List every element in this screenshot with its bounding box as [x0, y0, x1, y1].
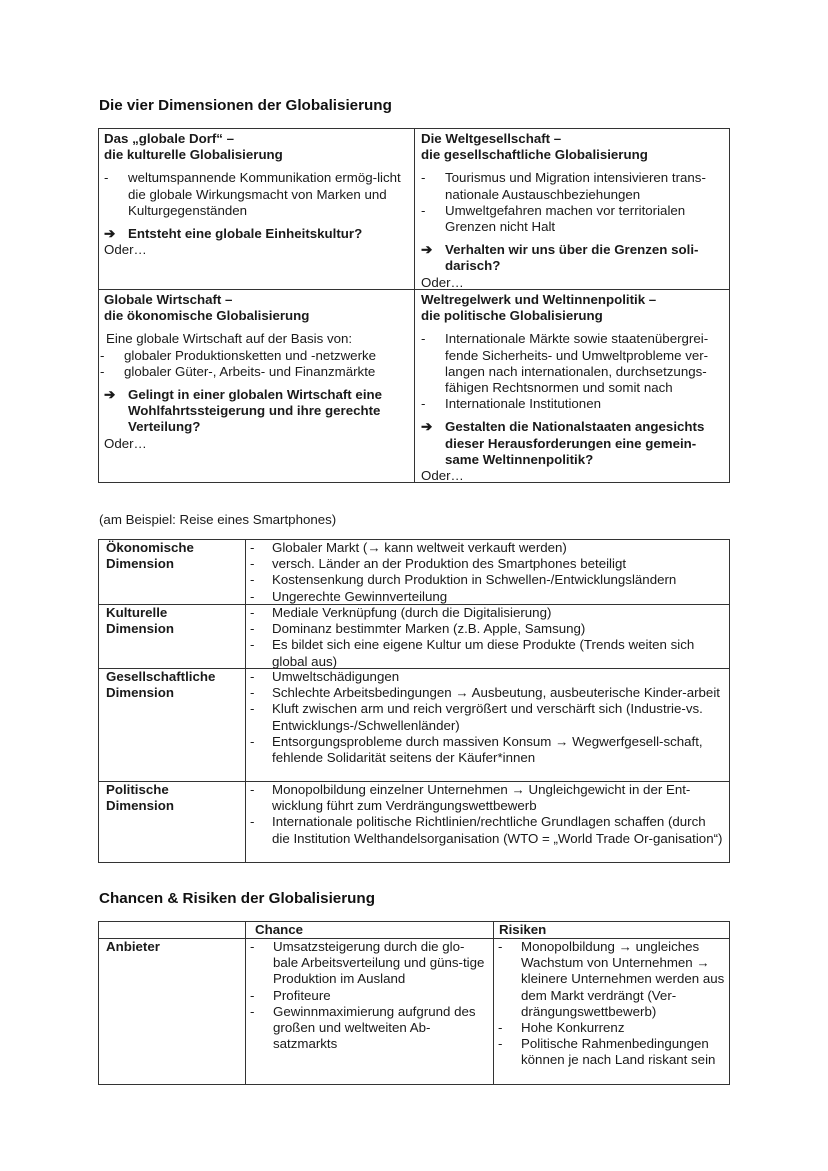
list-item: - Umweltschädigungen [250, 669, 400, 684]
section-title-dimensions: Die vier Dimensionen der Globalisierung [99, 97, 392, 114]
dash-bullet: - [100, 363, 105, 379]
key-question: ➔ Gestalten die Nationalstaaten angesichts dieser Herausforderungen eine gemein-same Weltinnenpolitik? [421, 419, 705, 467]
cell-subtitle: die politische Globalisierung [421, 308, 603, 324]
cell-title: Weltregelwerk und Weltinnenpolitik – [421, 292, 657, 307]
list-item: - Dominanz bestimmter Marken (z.B. Apple, Samsung) [250, 621, 586, 637]
row-items-cultural [246, 605, 726, 670]
dimension-cell-economic [100, 292, 409, 452]
row-label-cultural: Kulturelle Dimension [106, 605, 174, 637]
row-items-economic [246, 540, 726, 605]
arrow-right-icon: ➔ [421, 242, 433, 258]
list-item: - Kostensenkung durch Produktion in Schwellen-/Entwicklungsländern [250, 572, 677, 588]
list-item: - Internationale Institutionen [421, 396, 601, 412]
dash-bullet: - [100, 347, 105, 363]
list-item: - Politische Rahmenbedingungen können je nach Land riskant sein [498, 1036, 716, 1068]
cell-title: Die Weltgesellschaft – [421, 131, 562, 146]
list-item: - globaler Güter-, Arbeits- und Finanzmärkte [100, 363, 376, 379]
list-item: - Umweltgefahren machen vor territorialen Grenzen nicht Halt [421, 202, 686, 235]
list-item: - Hohe Konkurrenz [498, 1020, 625, 1036]
list-item: - Entsorgungsprobleme durch massiven Konsum → Wegwerfgesell-schaft, fehlende Solidarität seitens der Käufer*innen [250, 733, 703, 766]
arrow-right-icon: ➔ [421, 419, 433, 435]
dash-bullet: - [421, 202, 426, 218]
list-item: - Es bildet sich eine eigene Kultur um diese Produkte (Trends weiten sich global aus) [250, 637, 695, 669]
risks-list [494, 939, 726, 1069]
cell-subtitle: die ökonomische Globalisierung [104, 308, 310, 324]
dimension-cell-cultural [104, 131, 409, 258]
oder-text: Oder… [421, 468, 464, 484]
list-item: - versch. Länder an der Produktion des Smartphones beteiligt [250, 556, 627, 572]
column-header-chance: Chance [255, 922, 304, 937]
cell-title: Globale Wirtschaft – [104, 292, 233, 307]
row-items-political [246, 782, 726, 847]
list-item: - Kluft zwischen arm und reich vergrößert und verschärft sich (Industrie-vs. Entwicklungs-/Schwellenländer) [250, 701, 703, 733]
arrow-right-icon: ➔ [104, 226, 116, 242]
section-title-chances-risks: Chancen & Risiken der Globalisierung [99, 890, 375, 907]
oder-text: Oder… [421, 274, 464, 290]
cell-title: Das „globale Dorf“ – [104, 131, 235, 146]
dash-bullet: - [104, 170, 109, 186]
row-label-social: Gesellschaftliche Dimension [106, 669, 216, 701]
dash-bullet: - [421, 396, 426, 412]
list-item: - Monopolbildung → ungleiches Wachstum von Unternehmen → kleinere Unternehmen werden aus dem Markt verdrängt (Ver-drängungswettbewerb) [498, 939, 725, 1019]
list-item: - Umsatzsteigerung durch die glo-bale Arbeitsverteilung und güns-tige Produktion im Ausland [250, 939, 485, 987]
list-item: - Profiteure [250, 987, 331, 1003]
row-label-political: Politische Dimension [106, 782, 174, 814]
cell-subtitle: die kulturelle Globalisierung [104, 147, 283, 163]
list-item: - Globaler Markt (→ kann weltweit verkauft werden) [250, 540, 567, 555]
list-item: - Mediale Verknüpfung (durch die Digitalisierung) [250, 605, 552, 620]
dimension-cell-social [421, 131, 726, 291]
oder-text: Oder… [104, 435, 147, 451]
table-divider [414, 128, 415, 483]
column-header-risks: Risiken [499, 922, 547, 937]
dash-bullet: - [421, 170, 426, 186]
key-question: ➔ Entsteht eine globale Einheitskultur? [104, 226, 363, 242]
cell-intro: Eine globale Wirtschaft auf der Basis von: [106, 331, 353, 347]
list-item: - Tourismus und Migration intensivieren trans-nationale Austauschbeziehungen [421, 170, 706, 202]
dash-bullet: - [421, 331, 426, 347]
list-item: - globaler Produktionsketten und -netzwerke [100, 347, 377, 363]
list-item: - Internationale politische Richtlinien/rechtliche Grundlagen schaffen (durch die Institution Welthandelsorganisation (WTO = „World Trade Or-ganisation“) [250, 814, 723, 846]
list-item: - Ungerechte Gewinnverteilung [250, 588, 448, 604]
row-label-economic: Ökonomische Dimension [106, 540, 194, 572]
key-question: ➔ Verhalten wir uns über die Grenzen soli-darisch? [421, 242, 699, 274]
list-item: - weltumspannende Kommunikation ermög-licht die globale Wirkungsmacht von Marken und Kulturgegenständen [104, 170, 401, 218]
list-item: - Gewinnmaximierung aufgrund des großen und weltweiten Ab-satzmarkts [250, 1003, 476, 1052]
list-item: - Schlechte Arbeitsbedingungen → Ausbeutung, ausbeuterische Kinder-arbeit [250, 685, 720, 701]
list-item: - Internationale Märkte sowie staatenübergrei-fende Sicherheits- und Umweltprobleme ver-langen nach internationalen, durchsetzungs-fähigen Rechtsnormen und somit nach [421, 331, 709, 396]
chances-list [246, 939, 486, 1052]
key-question: ➔ Gelingt in einer globalen Wirtschaft eine Wohlfahrtssteigerung und ihre gerechte Verteilung? [104, 387, 383, 435]
arrow-right-icon: ➔ [104, 387, 116, 403]
cell-subtitle: die gesellschaftliche Globalisierung [421, 147, 648, 163]
dimension-cell-political [421, 292, 726, 484]
list-item: - Monopolbildung einzelner Unternehmen → Ungleichgewicht in der Ent-wicklung führt zum Verdrängungswettbewerb [250, 782, 691, 814]
row-items-social [246, 669, 726, 766]
row-label-provider: Anbieter [106, 939, 160, 954]
oder-text: Oder… [104, 242, 147, 258]
example-caption: (am Beispiel: Reise eines Smartphones) [99, 512, 337, 527]
